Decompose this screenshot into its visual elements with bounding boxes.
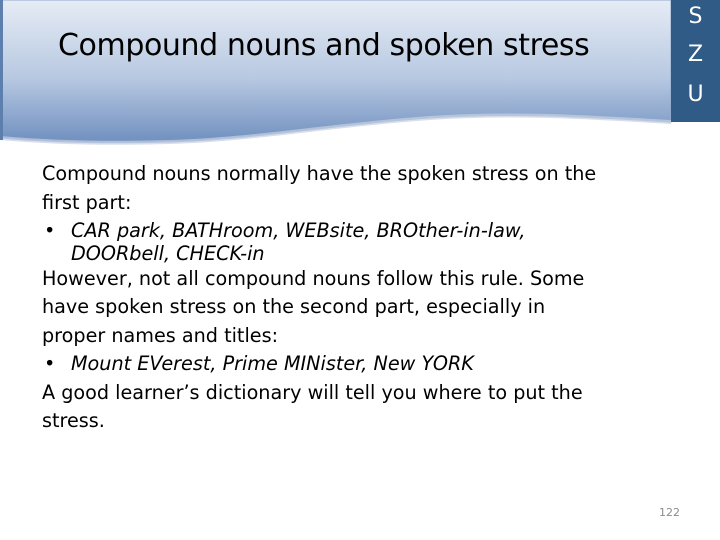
para2-line-3: proper names and titles: — [42, 323, 279, 347]
logo-letter-z: Z — [687, 42, 704, 67]
bullet-second-part-examples — [42, 350, 692, 379]
bullet2-text: Mount EVerest, Prime MINister, New YORK — [71, 352, 474, 375]
exception-paragraph — [42, 265, 692, 351]
logo-letter-s: S — [688, 4, 703, 29]
intro-line-1: Compound nouns normally have the spoken stress on the — [42, 162, 597, 185]
dictionary-paragraph — [42, 379, 692, 436]
page-number: 122 — [659, 506, 680, 519]
bullet-icon: • — [44, 219, 56, 242]
logo-letter-u: U — [687, 82, 704, 107]
szu-logo — [671, 0, 720, 122]
para3-line-2: stress. — [42, 409, 105, 432]
bullet-icon: • — [44, 352, 56, 375]
header-left-edge — [0, 0, 3, 140]
slide-title: Compound nouns and spoken stress — [58, 28, 590, 63]
intro-line-2: first part: — [42, 190, 132, 214]
para2-line-2: have spoken stress on the second part, especially in — [42, 295, 546, 318]
para2-line-1: However, not all compound nouns follow this rule. Some — [42, 266, 585, 290]
bullet1-line-1: CAR park, BATHroom, WEBsite, BROther-in-law, — [71, 219, 526, 242]
bullet-first-part-examples — [42, 217, 692, 265]
para3-line-1: A good learner’s dictionary will tell you where to put the — [42, 380, 583, 404]
intro-paragraph — [42, 160, 692, 217]
slide-body — [42, 160, 692, 436]
bullet1-line-2: DOORbell, CHECK-in — [71, 241, 265, 265]
